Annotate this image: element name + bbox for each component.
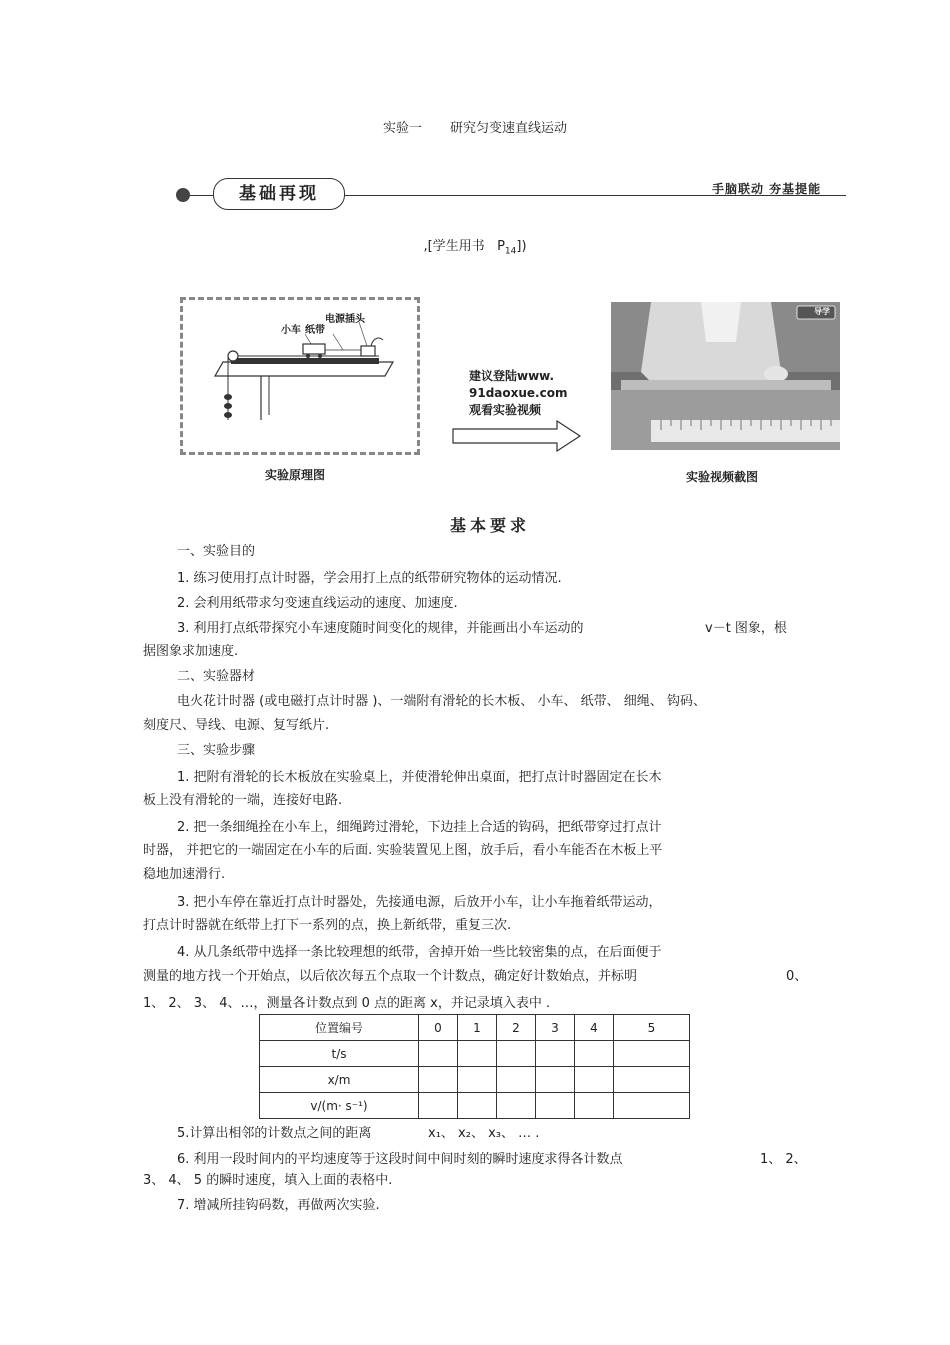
arrow-line-2: 91daoxue.com: [469, 386, 568, 400]
heading-materials: 二、实验器材: [177, 669, 256, 684]
video-caption: 实验视频截图: [686, 470, 759, 484]
section-heading: 基本要求: [430, 513, 550, 537]
title-text: 研究匀变速直线运动: [450, 121, 568, 136]
step-5: 5.计算出相邻的计数点之间的距离: [177, 1126, 372, 1141]
label-tape: 纸带: [305, 325, 325, 336]
row-label: t/s: [260, 1041, 419, 1067]
step-2: 2. 把一条细绳拴在小车上，细绳跨过滑轮，下边挂上合适的钩码，把纸带穿过打点计: [177, 820, 662, 835]
step-6-tail: 1、 2、: [760, 1152, 807, 1167]
page-title: [0, 120, 950, 138]
step-1-cont: 板上没有滑轮的一端，连接好电路.: [143, 793, 343, 808]
arrow-text: [469, 368, 567, 419]
label-plug: 电源插头: [325, 314, 365, 325]
step-3: 3. 把小车停在靠近打点计时器处，先接通电源，后放开小车，让小车拖着纸带运动，: [177, 895, 662, 910]
diagram-caption: 实验原理图: [265, 468, 326, 482]
purpose-item-3-tail: v－t 图象，根: [705, 621, 787, 636]
step-5-symbols: x₁、 x₂、 x₃、 … .: [428, 1126, 540, 1141]
table-row: [260, 1093, 690, 1119]
table-header-cell: 5: [614, 1015, 690, 1041]
step-3-cont: 打点计时器就在纸带上打下一系列的点，换上新纸带，重复三次.: [143, 918, 512, 933]
purpose-item-3: 3. 利用打点纸带探究小车速度随时间变化的规律，并能画出小车运动的: [177, 621, 584, 636]
record-table: [259, 1014, 690, 1119]
table-header-cell: 0: [419, 1015, 458, 1041]
step-4-tail: 0、: [786, 969, 808, 984]
arrow-icon: [452, 420, 582, 456]
purpose-item-2: 2. 会利用纸带求匀变速直线运动的速度、加速度.: [177, 596, 458, 611]
banner-slogan: 手脑联动 夯基提能: [712, 182, 822, 196]
title-number: 实验一: [382, 121, 422, 136]
table-header-row: [260, 1015, 690, 1041]
step-2-cont: 时器， 并把它的一端固定在小车的后面. 实验装置见上图，放手后，看小车能否在木板上平: [143, 843, 663, 858]
row-label: x/m: [260, 1067, 419, 1093]
table-header-cell: 4: [575, 1015, 614, 1041]
step-7: 7. 增减所挂钩码数，再做两次实验.: [177, 1198, 380, 1213]
arrow-line-3: 观看实验视频: [469, 403, 542, 417]
video-screenshot: [611, 302, 840, 450]
table-header-cell: 3: [536, 1015, 575, 1041]
table-header-cell: 1: [458, 1015, 497, 1041]
step-4-cont-2: 1、 2、 3、 4、…，测量各计数点到 0 点的距离 x，并记录填入表中 .: [143, 996, 551, 1011]
table-header-cell: 2: [497, 1015, 536, 1041]
table-row: [260, 1067, 690, 1093]
banner-label: 基础再现: [213, 178, 345, 210]
table-header-cell: 位置编号: [260, 1015, 419, 1041]
book-reference: ,[学生用书 $P_{14}$]): [423, 239, 527, 257]
step-1: 1. 把附有滑轮的长木板放在实验桌上，并使滑轮伸出桌面，把打点计时器固定在长木: [177, 770, 662, 785]
step-2-cont-2: 稳地加速滑行.: [143, 867, 226, 882]
arrow-line-1: 建议登陆www.: [469, 369, 555, 383]
purpose-item-3-cont: 据图象求加速度.: [143, 644, 239, 659]
step-6: 6. 利用一段时间内的平均速度等于这段时间中间时刻的瞬时速度求得各计数点: [177, 1152, 623, 1167]
row-label: v/(m· s⁻¹): [260, 1093, 419, 1119]
heading-purpose: 一、实验目的: [177, 544, 256, 559]
step-4: 4. 从几条纸带中选择一条比较理想的纸带，舍掉开始一些比较密集的点，在后面便于: [177, 945, 662, 960]
banner-dot-icon: [176, 188, 190, 202]
table-row: [260, 1041, 690, 1067]
purpose-item-1: 1. 练习使用打点计时器，学会用打上点的纸带研究物体的运动情况.: [177, 571, 562, 586]
step-6-cont: 3、 4、 5 的瞬时速度，填入上面的表格中.: [143, 1173, 393, 1188]
label-cart: 小车: [281, 325, 301, 336]
video-frame-image: [611, 302, 840, 450]
heading-steps: 三、实验步骤: [177, 743, 256, 758]
materials-line-2: 刻度尺、导线、电源、复写纸片.: [143, 718, 330, 733]
video-logo: 导学: [814, 307, 830, 316]
materials-line-1: 电火花计时器 (或电磁打点计时器 )、一端附有滑轮的长木板、 小车、 纸带、 细绳、 钩码、: [177, 694, 706, 709]
step-4-cont: 测量的地方找一个开始点，以后依次每五个点取一个计数点，确定好计数始点，并标明: [143, 969, 638, 984]
